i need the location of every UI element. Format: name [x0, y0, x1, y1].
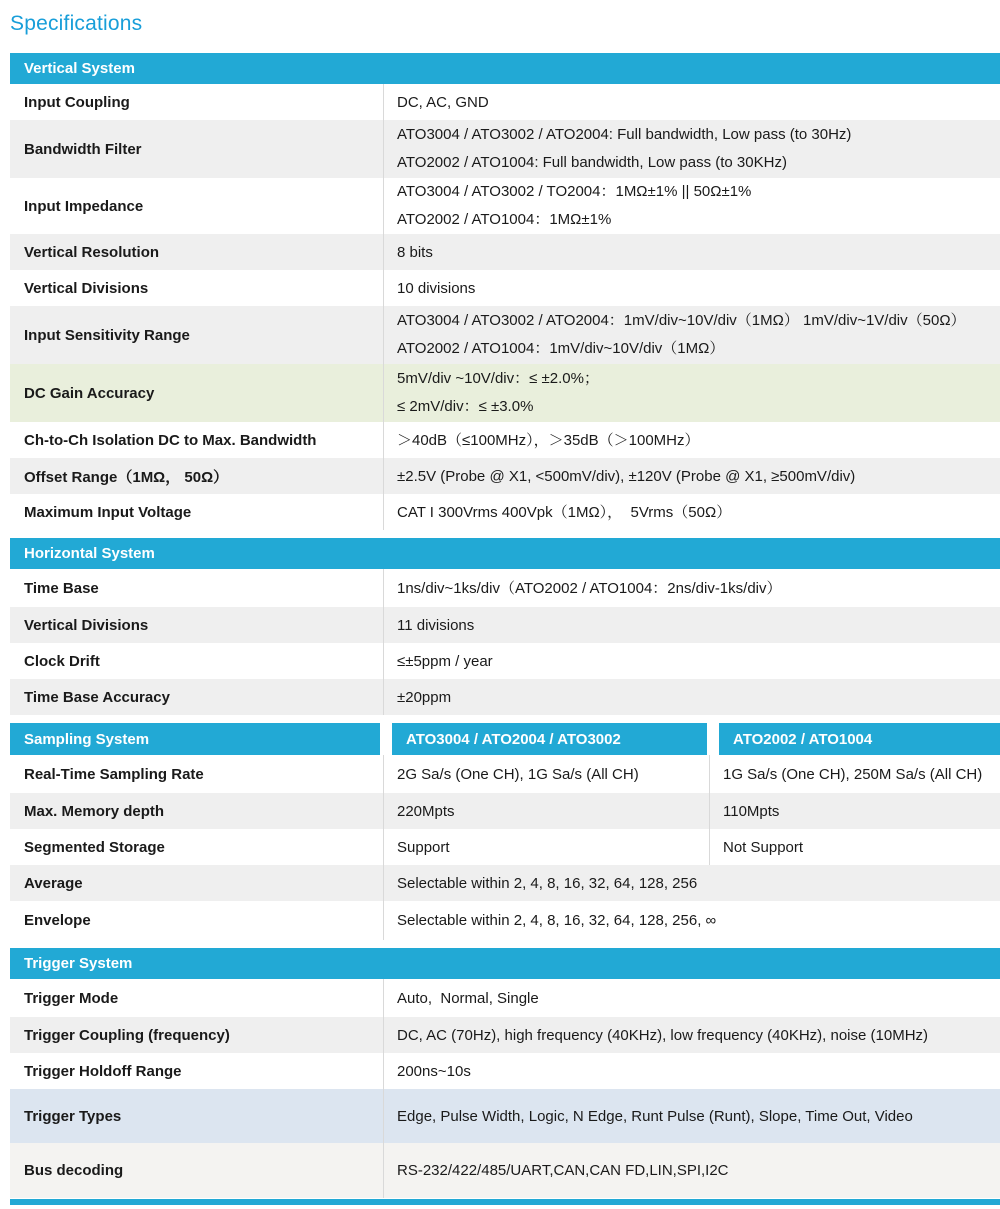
header-gap: [707, 723, 719, 755]
row-label: Segmented Storage: [10, 829, 384, 865]
row-value: 11 divisions: [397, 616, 475, 634]
page-title: Specifications: [10, 12, 143, 35]
section-horizontal-system: [10, 538, 1000, 715]
table-row: [10, 270, 1000, 306]
row-value: Selectable within 2, 4, 8, 16, 32, 64, 128, 256: [397, 874, 698, 892]
row-value: ≤±5ppm / year: [397, 652, 493, 670]
row-label: Maximum Input Voltage: [10, 494, 384, 530]
row-value: CAT I 300Vrms 400Vpk（1MΩ）， 5Vrms（50Ω）: [397, 503, 732, 521]
table-row: [10, 494, 1000, 530]
table-row: [10, 829, 1000, 865]
table-row: [10, 679, 1000, 715]
row-value: Auto, Normal, Single: [397, 989, 539, 1007]
row-label: Max. Memory depth: [10, 793, 384, 829]
table-row: [10, 178, 1000, 234]
table-row: [10, 234, 1000, 270]
row-value: 200ns~10s: [397, 1062, 471, 1080]
table-row: [10, 422, 1000, 458]
table-row: [10, 120, 1000, 178]
section-title: Vertical System: [24, 60, 135, 77]
row-value: 1ns/div~1ks/div（ATO2002 / ATO1004：2ns/div-1ks/div）: [397, 579, 782, 597]
section-vertical-system: [10, 53, 1000, 530]
table-row-highlight-blue: [10, 1089, 1000, 1143]
row-label: Trigger Mode: [10, 979, 384, 1017]
section-title: Horizontal System: [24, 545, 155, 562]
row-label: Trigger Coupling (frequency): [10, 1017, 384, 1053]
section-sampling-system: [10, 723, 1000, 940]
row-value: ±20ppm: [397, 688, 452, 706]
table-row: [10, 979, 1000, 1017]
row-label: Input Impedance: [10, 178, 384, 234]
row-value: 8 bits: [397, 243, 433, 261]
table-row: [10, 458, 1000, 494]
row-label: Real-Time Sampling Rate: [10, 755, 384, 793]
row-value: 10 divisions: [397, 279, 476, 297]
row-label: Time Base Accuracy: [10, 679, 384, 715]
row-label: Bandwidth Filter: [10, 120, 384, 178]
row-label: Trigger Holdoff Range: [10, 1053, 384, 1089]
column-header-models-a: ATO3004 / ATO2004 / ATO3002: [392, 723, 707, 755]
row-label: Clock Drift: [10, 643, 384, 679]
table-row: [10, 1017, 1000, 1053]
table-row: [10, 1143, 1000, 1198]
table-row: [10, 84, 1000, 120]
section-title: Sampling System: [10, 723, 380, 755]
table-row: [10, 569, 1000, 607]
section-title: Trigger System: [24, 955, 133, 972]
table-row: [10, 793, 1000, 829]
table-row: [10, 607, 1000, 643]
row-value-col1: 220Mpts: [384, 793, 710, 829]
table-row: [10, 1053, 1000, 1089]
table-row: [10, 643, 1000, 679]
row-value: ATO3004 / ATO3002 / ATO2004：1mV/div~10V/div（1MΩ） 1mV/div~1V/div（50Ω） ATO2002 / ATO1004：1mV/div~10V/div（1MΩ）: [397, 312, 966, 357]
section-header: [10, 948, 1000, 979]
row-value-col1: 2G Sa/s (One CH), 1G Sa/s (All CH): [384, 755, 710, 793]
row-value-col2: Not Support: [723, 838, 804, 856]
row-value-col2: 1G Sa/s (One CH), 250M Sa/s (All CH): [723, 765, 983, 783]
row-label: Envelope: [10, 901, 384, 940]
row-value: ATO3004 / ATO3002 / TO2004：1MΩ±1% || 50Ω±1% ATO2002 / ATO1004：1MΩ±1%: [397, 183, 752, 228]
row-label: Vertical Resolution: [10, 234, 384, 270]
row-value: ATO3004 / ATO3002 / ATO2004: Full bandwidth, Low pass (to 30Hz) ATO2002 / ATO1004: Full bandwidth, Low pass (to 30KHz): [397, 126, 852, 171]
table-row: [10, 901, 1000, 940]
row-value: RS-232/422/485/UART,CAN,CAN FD,LIN,SPI,I2C: [397, 1162, 729, 1179]
row-label: Input Sensitivity Range: [10, 306, 384, 364]
row-value: Selectable within 2, 4, 8, 16, 32, 64, 128, 256, ∞: [397, 912, 717, 929]
section-header: [10, 723, 1000, 755]
row-label: Input Coupling: [10, 84, 384, 120]
table-row-highlight-green: [10, 364, 1000, 422]
row-value: DC, AC, GND: [397, 93, 489, 111]
row-label: Time Base: [10, 569, 384, 607]
table-row: [10, 865, 1000, 901]
row-value: ±2.5V (Probe @ X1, <500mV/div), ±120V (Probe @ X1, ≥500mV/div): [397, 467, 856, 485]
table-row: [10, 306, 1000, 364]
row-label: Bus decoding: [10, 1143, 384, 1198]
row-value-col2: 110Mpts: [723, 802, 780, 820]
column-header-models-b: ATO2002 / ATO1004: [719, 723, 1000, 755]
row-label: Trigger Types: [10, 1089, 384, 1143]
bottom-accent-bar: [10, 1199, 1000, 1205]
row-value: ＞40dB（≤100MHz），＞35dB（＞100MHz）: [397, 431, 700, 449]
row-label: Average: [10, 865, 384, 901]
row-label: Ch-to-Ch Isolation DC to Max. Bandwidth: [10, 422, 384, 458]
header-gap: [380, 723, 392, 755]
table-row: [10, 755, 1000, 793]
row-label: Vertical Divisions: [10, 607, 384, 643]
section-trigger-system: [10, 948, 1000, 1205]
row-value-col1: Support: [384, 829, 710, 865]
row-label: Vertical Divisions: [10, 270, 384, 306]
section-header: [10, 53, 1000, 84]
row-label: Offset Range（1MΩ， 50Ω）: [10, 458, 384, 494]
row-value: DC, AC (70Hz), high frequency (40KHz), low frequency (40KHz), noise (10MHz): [397, 1026, 929, 1044]
section-header: [10, 538, 1000, 569]
row-label: DC Gain Accuracy: [10, 364, 384, 422]
row-value: Edge, Pulse Width, Logic, N Edge, Runt Pulse (Runt), Slope, Time Out, Video: [397, 1107, 913, 1125]
row-value: 5mV/div ~10V/div：≤ ±2.0%； ≤ 2mV/div：≤ ±3.0%: [397, 370, 599, 415]
